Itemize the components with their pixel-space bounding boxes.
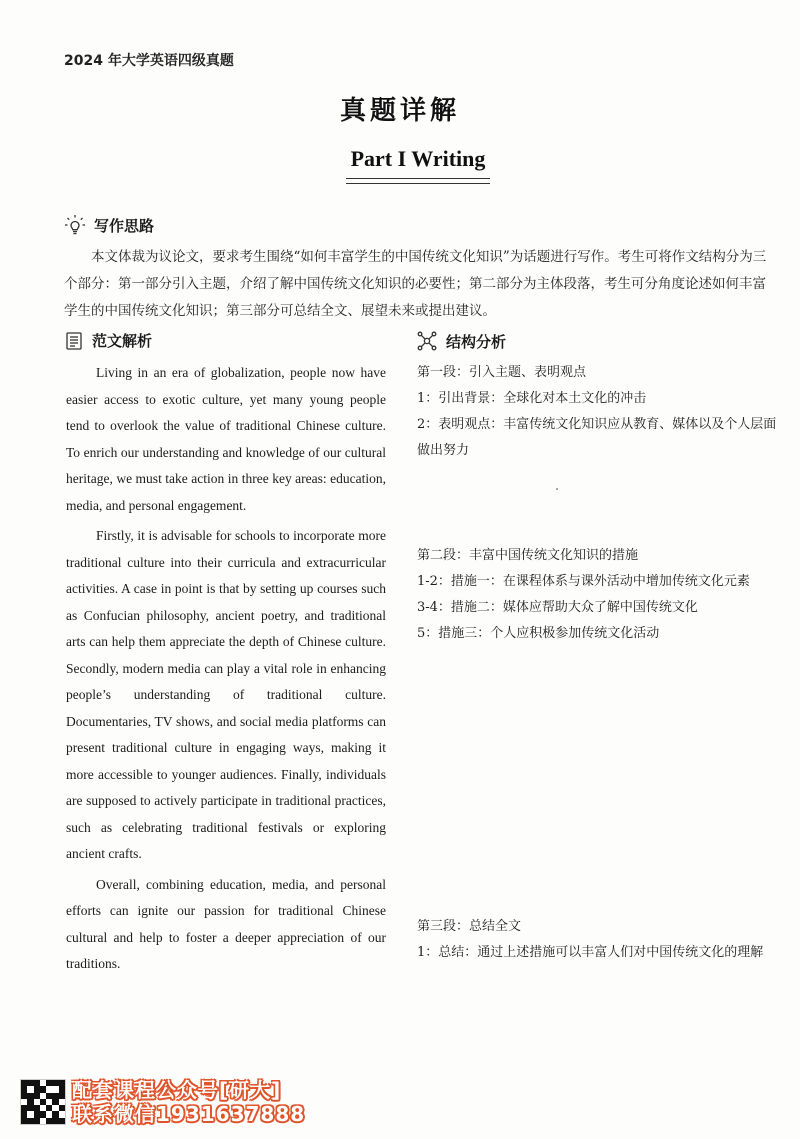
analysis-block-1 <box>417 360 777 464</box>
promo-line-1: 配套课程公众号[研大] <box>72 1078 282 1102</box>
analysis-item: 1：总结：通过上述措施可以丰富人们对中国传统文化的理解 <box>417 945 764 960</box>
qr-code[interactable] <box>20 1079 66 1125</box>
sample-essay-heading <box>64 330 152 351</box>
analysis-block-2 <box>417 543 777 647</box>
structure-analysis-title: 结构分析 <box>446 332 507 351</box>
analysis-item: 3-4：措施二：媒体应帮助大众了解中国传统文化 <box>417 600 698 615</box>
part-title: Part I Writing <box>350 146 486 171</box>
stray-mark <box>556 488 558 490</box>
analysis-block-title: 第二段：丰富中国传统文化知识的措施 <box>417 548 639 563</box>
essay-paragraph: Firstly, it is advisable for schools to incorporate more traditional culture into their curricula and extracurricular activities. A case in point is that by setting up courses such as Confucian philosophy, ancient poetry, and traditional arts can help them appreciate the depth of Chinese culture. Secondly, modern media can play a vital role in enhancing people’s understanding of traditional culture. Documentaries, TV shows, and social media platforms can present traditional culture in engaging ways, making it more accessible to younger audiences. Finally, individuals are supposed to actively participate in traditional practices, such as celebrating traditional festivals or exploring ancient crafts. <box>66 528 386 861</box>
essay-paragraph: Overall, combining education, media, and personal efforts can ignite our passion for traditional Chinese cultural and help to foster a deeper appreciation of our traditions. <box>66 876 386 971</box>
part-title-underline <box>346 178 490 184</box>
analysis-block-title: 第三段：总结全文 <box>417 919 522 934</box>
structure-analysis-heading <box>416 330 506 352</box>
analysis-block-title: 第一段：引入主题、表明观点 <box>417 365 587 380</box>
promo-text <box>72 1078 305 1126</box>
writing-ideas-paragraph: 本文体裁为议论文，要求考生围绕“如何丰富学生的中国传统文化知识”为话题进行写作。考生可将作文结构分为三个部分：第一部分引入主题，介绍了解中国传统文化知识的必要性；第二部分为主体段落，考生可分角度论述如何丰富学生的中国传统文化知识；第三部分可总结全文、展望未来或提出建议。 <box>64 249 767 319</box>
document-icon <box>64 331 84 351</box>
page-title: 真题详解 <box>339 96 460 126</box>
lightbulb-icon <box>64 214 86 236</box>
promo-watermark <box>20 1078 305 1126</box>
molecule-icon <box>416 330 438 352</box>
running-header: 2024 年大学英语四级真题 <box>64 53 234 69</box>
analysis-item: 2：表明观点：丰富传统文化知识应从教育、媒体以及个人层面做出努力 <box>417 417 777 458</box>
analysis-block-3 <box>417 914 777 966</box>
writing-ideas-heading <box>64 214 154 236</box>
writing-ideas-title: 写作思路 <box>94 216 155 235</box>
sample-essay-title: 范文解析 <box>92 332 153 350</box>
analysis-item: 5：措施三：个人应积极参加传统文化活动 <box>417 626 660 641</box>
sample-essay-body <box>66 360 386 978</box>
analysis-item: 1：引出背景：全球化对本土文化的冲击 <box>417 391 647 406</box>
promo-line-2: 联系微信1931637888 <box>72 1102 306 1126</box>
analysis-item: 1-2：措施一：在课程体系与课外活动中增加传统文化元素 <box>417 574 750 589</box>
essay-paragraph: Living in an era of globalization, people now have easier access to exotic culture, yet many young people tend to overlook the value of traditional Chinese culture. To enrich our understanding and knowledge of our cultural heritage, we must take action in three key areas: education, media, and personal engagement. <box>66 365 386 513</box>
